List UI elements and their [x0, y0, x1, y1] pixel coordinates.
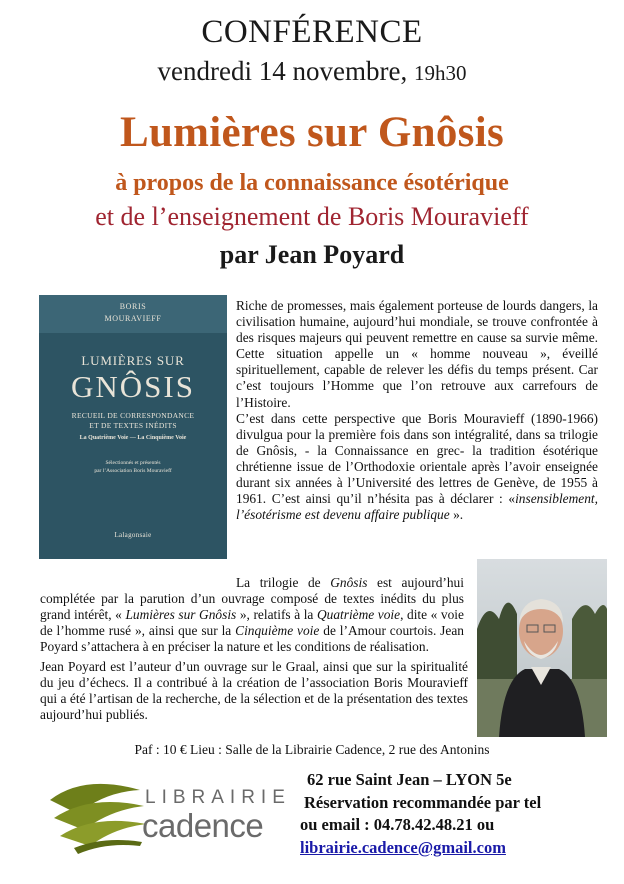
paragraph-bio: Jean Poyard est l’auteur d’un ouvrage sur le Graal, ainsi que sur la spiritualité du jeu d’échecs. Il a contribué à la création de l’association Boris Mouravieff qui a été l’artisan de la recherche, de la sélection et de la présentation des textes aujourd’hui publiés.	[40, 659, 468, 723]
book-cover-title-1: LUMIÈRES SUR	[81, 353, 185, 368]
event-time: 19h30	[413, 61, 467, 85]
contact-address: 62 rue Saint Jean – LYON 5e	[307, 770, 512, 789]
trilogy-text-d: de l’Amour courtois. Jean Poyard s’attachera à en préciser la nature et les conditions de réalisation.	[40, 623, 464, 655]
book-cover-author: BORIS MOURAVIEFF	[104, 302, 162, 323]
subtitle-line-1: à propos de la connaissance ésotérique	[115, 170, 509, 196]
paragraph-civilisation: Riche de promesses, mais également porteuse de lourds dangers, la civilisation humaine, aujourd’hui mondiale, se trouve confrontée à des risques majeurs qui peuvent remettre en cause sa survie même. Cette situation appelle un « homme nouveau », éveillé spirituellement, capable de relever les défis du temps présent. Car c’est toujours l’Homme que l’on retrouve aux carrefours de l’Histoire.	[236, 298, 598, 410]
logo-word-librairie: LIBRAIRIE	[145, 787, 291, 808]
book-cover-selection: Sélectionnés et présentés par l’Association Boris Mouravieff	[94, 460, 172, 474]
contact-email-link[interactable]: librairie.cadence@gmail.com	[300, 838, 506, 857]
quote-end: ».	[453, 507, 464, 523]
event-heading: CONFÉRENCE	[201, 14, 423, 50]
event-date-day: vendredi 14 novembre,	[157, 56, 408, 86]
trilogy-cinquieme-voie: Cinquième voie	[235, 623, 320, 639]
subtitle-line-2: et de l’enseignement de Boris Mouravieff	[95, 202, 529, 231]
paragraph-mouravieff	[236, 411, 598, 524]
book-cover-title-2: GNÔSIS	[71, 369, 195, 404]
speaker-photo	[477, 559, 607, 737]
trilogy-text-c: , dite « voie de l’homme rusé », ainsi que sur la	[40, 607, 464, 639]
event-date	[0, 56, 624, 87]
trilogy-text-b: », relatifs à la	[239, 607, 314, 623]
book-cover-publisher: Lalagonsaie	[114, 531, 152, 539]
paragraph-trilogy	[40, 575, 464, 655]
contact-reservation: Réservation recommandée par tel	[304, 793, 542, 812]
conference-title: Lumières sur Gnôsis	[119, 109, 504, 156]
book-leaves-icon	[44, 770, 154, 860]
trilogy-text	[40, 575, 464, 655]
trilogy-book-title: Lumières sur Gnôsis	[125, 607, 237, 623]
speaker-line: par Jean Poyard	[219, 240, 405, 269]
book-cover-voies: La Quatrième Voie — La Cinquième Voie	[79, 435, 187, 441]
quote-esoterisme: insensiblement, l’ésotérisme est devenu affaire publique	[236, 491, 598, 523]
trilogy-text-a: est aujourd’hui complétée par la parution d’un ouvrage composé de textes inédits du plus grand intérêt, «	[40, 575, 464, 623]
speaker-photo-image	[477, 559, 607, 737]
trilogy-gnosis: Gnôsis	[330, 575, 368, 590]
intro-text	[236, 298, 598, 523]
book-cover-subtitle: RECUEIL DE CORRESPONDANCE ET DE TEXTES INÉDITS	[71, 411, 195, 430]
trilogy-lead: La trilogie de	[236, 575, 321, 590]
book-cover-image	[39, 295, 227, 559]
trilogy-quatrieme-voie: Quatrième voie	[316, 607, 401, 623]
bio-text	[40, 659, 468, 723]
logo-word-cadence: cadence	[142, 807, 264, 844]
practical-info: Paf : 10 € Lieu : Salle de la Librairie Cadence, 2 rue des Antonins	[134, 742, 490, 757]
contact-phone: ou email : 04.78.42.48.21 ou	[300, 815, 495, 834]
paragraph-mouravieff-text: C’est dans cette perspective que Boris Mouravieff (1890-1966) divulgua pour la première fois dans son intégralité, dans sa trilogie de Gnôsis, - la Connaissance en grec- la tradition ésotérique chrétienne issue de l’Orthodoxie orientale après l’avoir enseignée durant six années à l’Université des lettres de Genève, de 1955 à 1961. C’est ainsi qu’il n’hésita pas à déclarer : «	[236, 410, 598, 507]
